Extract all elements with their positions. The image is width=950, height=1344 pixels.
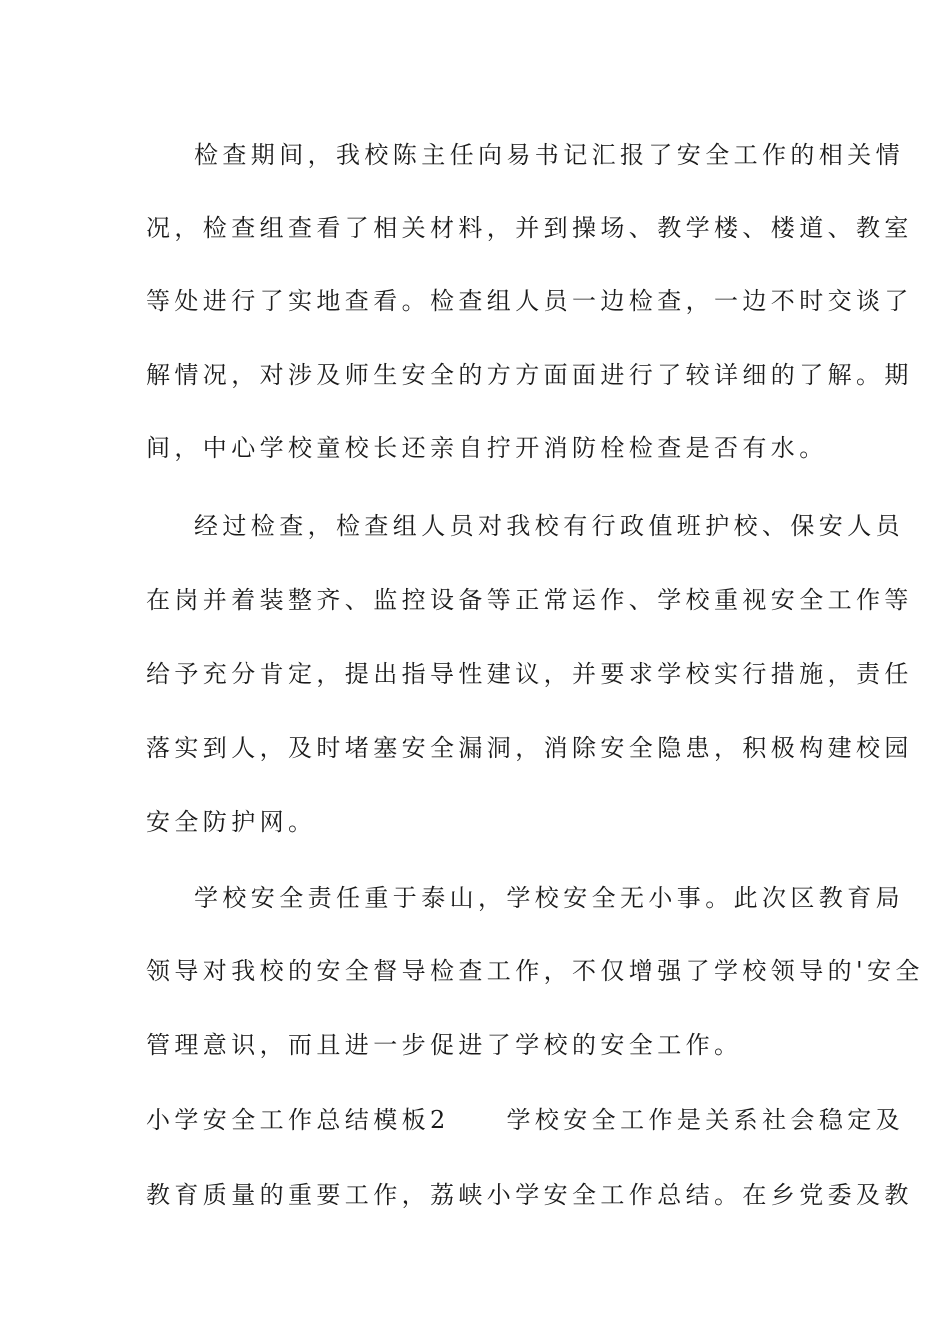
paragraph-4-line-2: 教育质量的重要工作，荔峡小学安全工作总结。在乡党委及教 — [146, 1181, 913, 1209]
paragraph-1-line-4: 解情况，对涉及师生安全的方方面面进行了较详细的了解。期 — [146, 361, 913, 389]
paragraph-1-line-2: 况，检查组查看了相关材料，并到操场、教学楼、楼道、教室 — [146, 214, 913, 242]
paragraph-1-line-5: 间，中心学校童校长还亲自拧开消防栓检查是否有水。 — [146, 434, 828, 462]
paragraph-2-line-5: 安全防护网。 — [146, 808, 317, 836]
paragraph-2-line-2: 在岗并着装整齐、监控设备等正常运作、学校重视安全工作等 — [146, 586, 913, 614]
paragraph-2-line-1: 经过检查，检查组人员对我校有行政值班护校、保安人员 — [194, 512, 904, 540]
paragraph-1-line-1: 检查期间，我校陈主任向易书记汇报了安全工作的相关情 — [194, 141, 904, 169]
paragraph-2-line-4: 落实到人，及时堵塞安全漏洞，消除安全隐患，积极构建校园 — [146, 734, 913, 762]
section-heading-line: 小学安全工作总结模板2 学校安全工作是关系社会稳定及 — [146, 1106, 905, 1134]
paragraph-3-line-3: 管理意识，而且进一步促进了学校的安全工作。 — [146, 1031, 743, 1059]
paragraph-3-line-1: 学校安全责任重于泰山，学校安全无小事。此次区教育局 — [194, 884, 904, 912]
paragraph-2-line-3: 给予充分肯定，提出指导性建议，并要求学校实行措施，责任 — [146, 660, 913, 688]
paragraph-1-line-3: 等处进行了实地查看。检查组人员一边检查，一边不时交谈了 — [146, 287, 913, 315]
paragraph-3-line-2: 领导对我校的安全督导检查工作，不仅增强了学校领导的'安全 — [146, 957, 924, 985]
